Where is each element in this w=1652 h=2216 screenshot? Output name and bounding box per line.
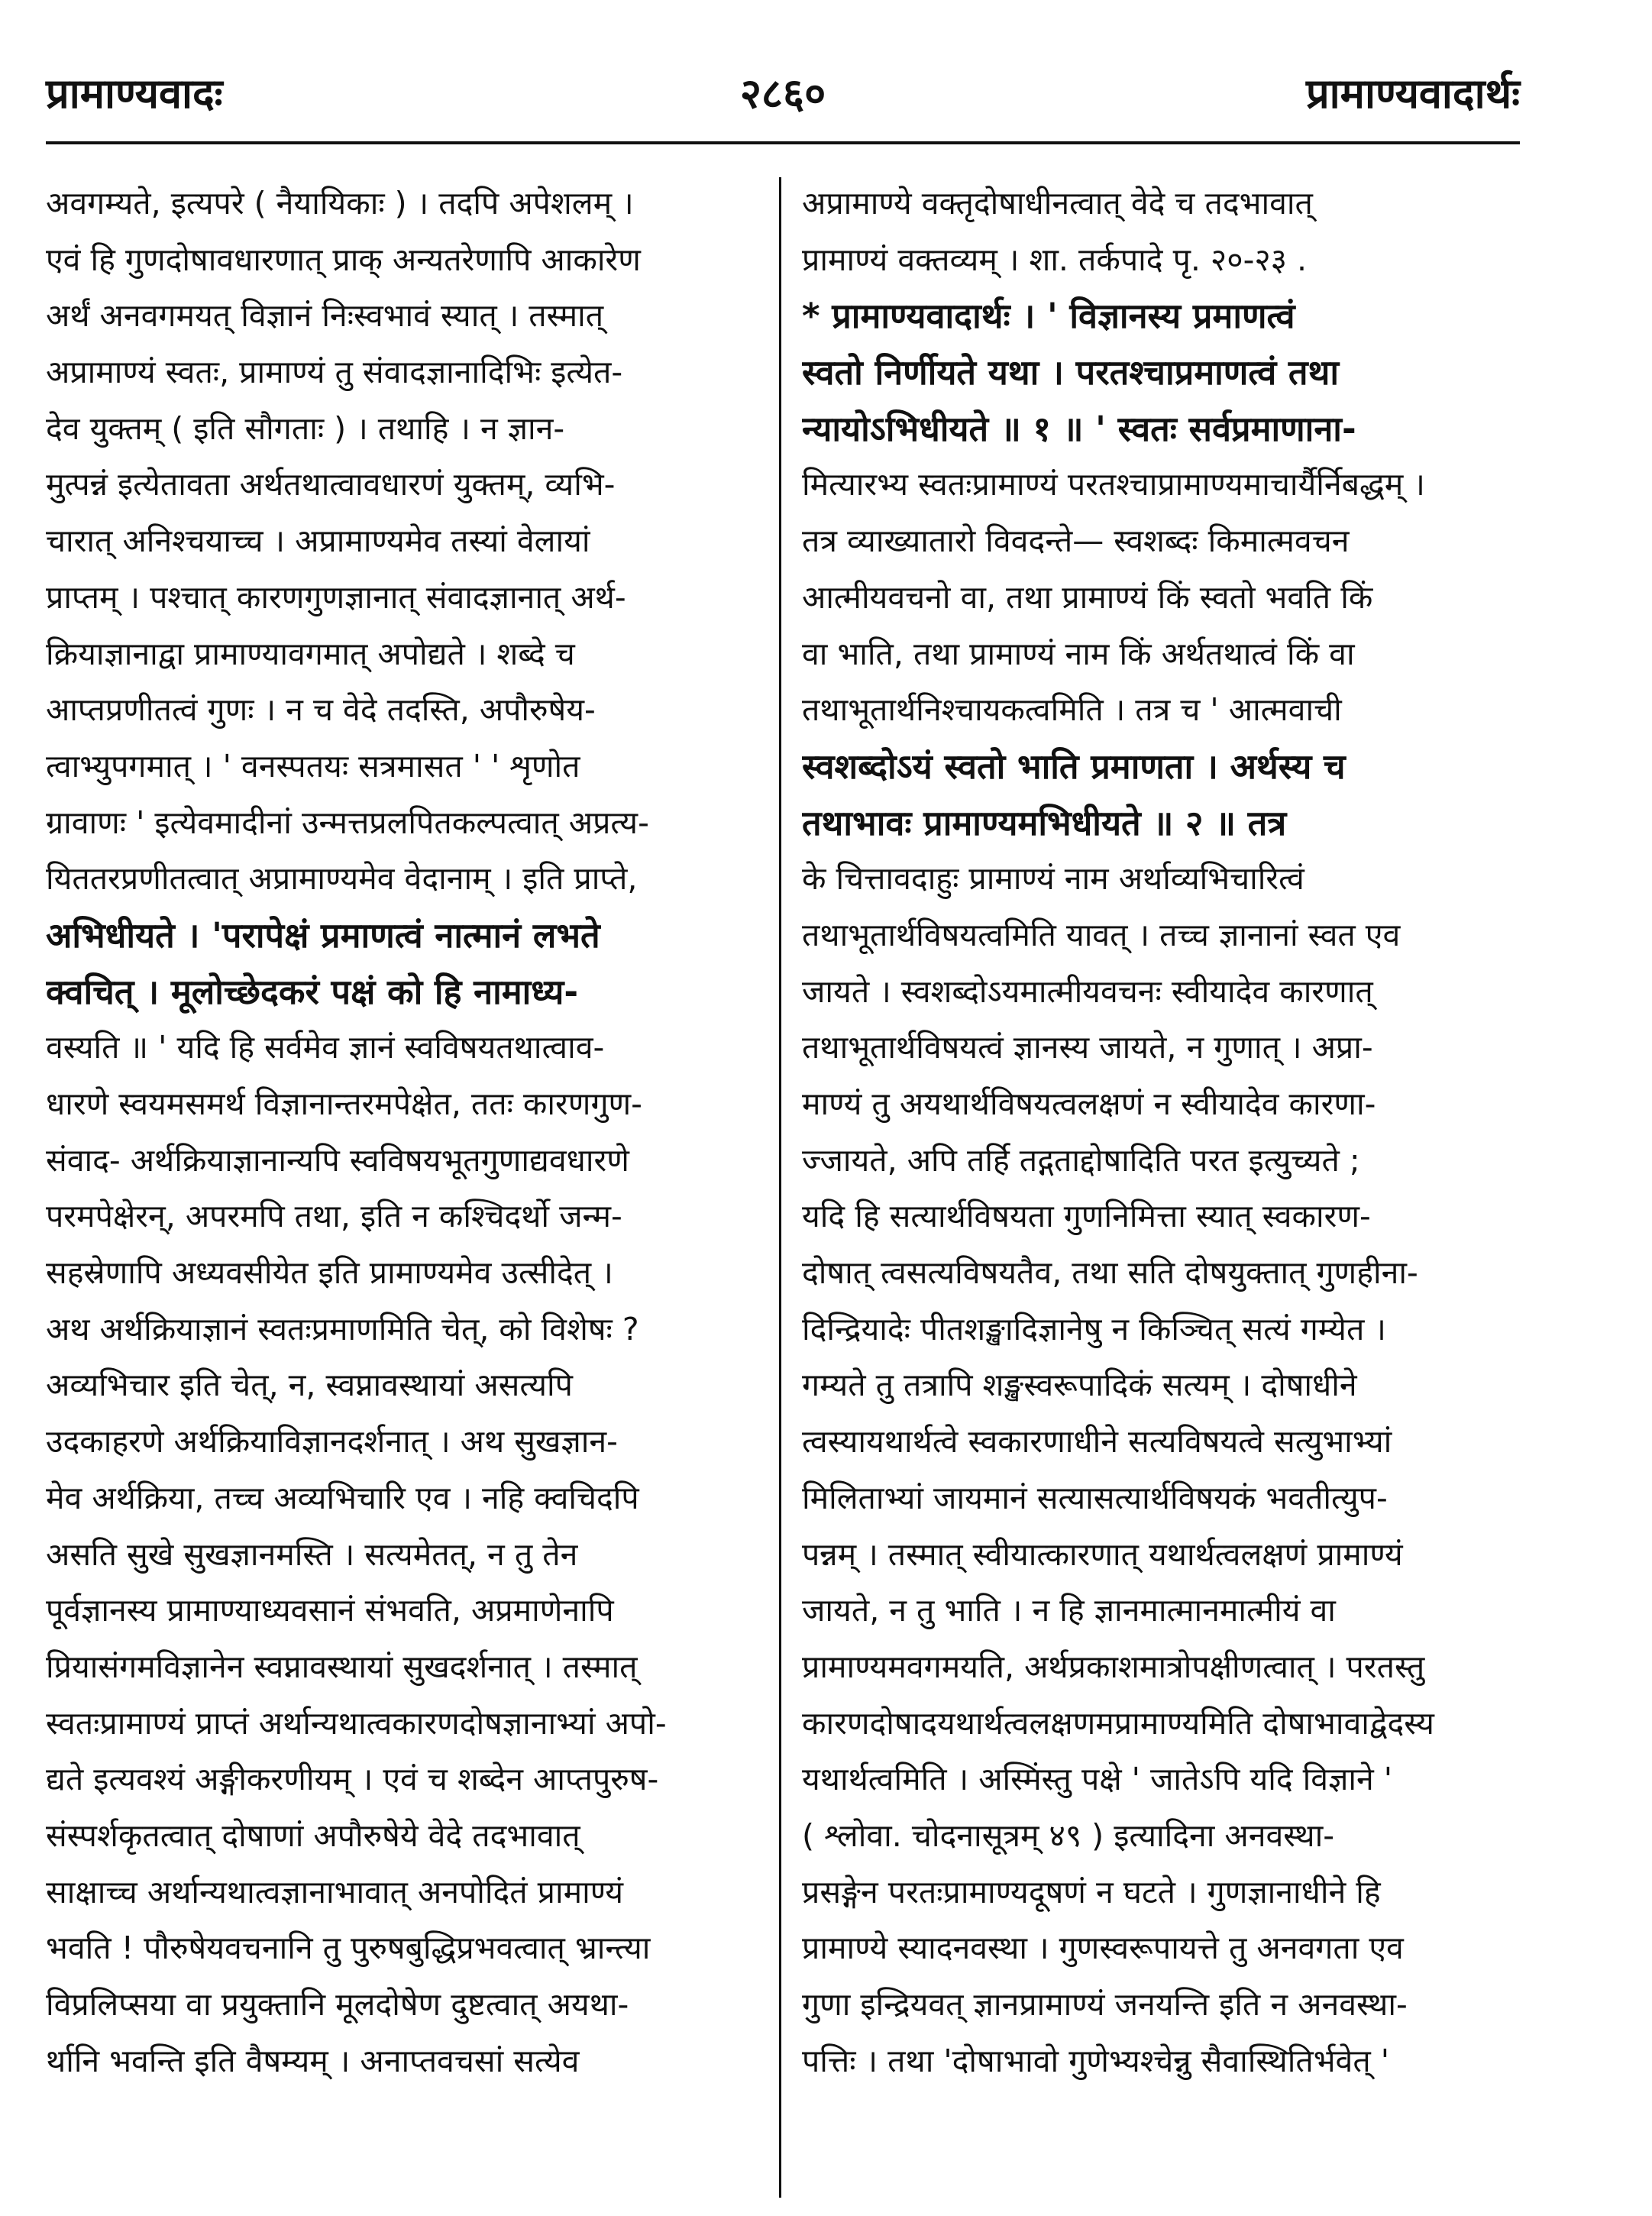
text-line: तथाभूतार्थविषयत्वमिति यावत् । तच्च ज्ञानानां स्वत एव	[802, 916, 1401, 953]
text-line: प्रसङ्गेन परतःप्रामाण्यदूषणं न घटते । गुणज्ञानाधीने हि	[802, 1873, 1381, 1910]
text-line: न्यायोऽभिधीयते ॥ १ ॥ ' स्वतः सर्वप्रमाणाना-	[802, 408, 1356, 449]
text-line: मुत्पन्नं इत्येतावता अर्थतथात्वावधारणं युक्तम्, व्यभि-	[46, 466, 616, 503]
text-line: अप्रामाण्यं स्वतः, प्रामाण्यं तु संवादज्ञानादिभिः इत्येत-	[46, 354, 623, 391]
text-line: ज्जायते, अपि तर्हि तद्गताद्दोषादिति परत इत्युच्यते ;	[802, 1141, 1360, 1179]
text-line: दोषात् त्वसत्यविषयतैव, तथा सति दोषयुक्तात् गुणहीना-	[802, 1254, 1418, 1292]
text-line: के चित्तावदाहुः प्रामाण्यं नाम अर्थाव्यभिचारित्वं	[802, 860, 1304, 898]
text-line: अथ अर्थक्रियाज्ञानं स्वतःप्रमाणमिति चेत्, को विशेषः ?	[46, 1310, 639, 1347]
text-line: क्वचित् । मूलोच्छेदकरं पक्षं को हि नामाध्य-	[46, 971, 579, 1012]
text-line: गुणा इन्द्रियवत् ज्ञानप्रामाण्यं जनयन्ति इति न अनवस्था-	[802, 1986, 1408, 2023]
text-line: जायते । स्वशब्दोऽयमात्मीयवचनः स्वीयादेव कारणात्	[802, 972, 1373, 1010]
text-line: पूर्वज्ञानस्य प्रामाण्याध्यवसानं संभवति, अप्रमाणेनापि	[46, 1592, 614, 1629]
text-line: मिलिताभ्यां जायमानं सत्यासत्यार्थविषयकं भवतीत्युप-	[802, 1479, 1388, 1516]
text-line: सहस्रेणापि अध्यवसीयेत इति प्रामाण्यमेव उत्सीदेत् ।	[46, 1254, 613, 1292]
text-line: मित्यारभ्य स्वतःप्रामाण्यं परतश्चाप्रामाण्यमाचार्यैर्निबद्धम् ।	[802, 466, 1425, 503]
text-line: क्रियाज्ञानाद्वा प्रामाण्यावगमात् अपोद्यते । शब्दे च	[46, 635, 575, 672]
header-left-title: प्रामाण्यवादः	[46, 70, 223, 118]
text-line: द्यते इत्यवश्यं अङ्गीकरणीयम् । एवं च शब्देन आप्तपुरुष-	[46, 1761, 659, 1798]
text-line: * प्रामाण्यवादार्थः । ' विज्ञानस्य प्रमाणत्वं	[802, 296, 1295, 337]
column-divider	[779, 177, 781, 2198]
text-line: भवति ! पौरुषेयवचनानि तु पुरुषबुद्धिप्रभवत्वात् भ्रान्त्या	[46, 1930, 651, 1967]
text-line: यिततरप्रणीतत्वात् अप्रामाण्यमेव वेदानाम् । इति प्राप्ते,	[46, 860, 638, 898]
text-line: प्रामाण्यमवगमयति, अर्थप्रकाशमात्रोपक्षीणत्वात् । परतस्तु	[802, 1648, 1425, 1685]
text-line: उदकाहरणे अर्थक्रियाविज्ञानदर्शनात् । अथ सुखज्ञान-	[46, 1423, 618, 1461]
text-line: अवगम्यते, इत्यपरे ( नैयायिकाः ) । तदपि अपेशलम् ।	[46, 185, 634, 222]
text-line: त्वस्यायथार्थत्वे स्वकारणाधीने सत्यविषयत्वे सत्युभाभ्यां	[802, 1423, 1392, 1461]
text-line: आत्मीयवचनो वा, तथा प्रामाण्यं किं स्वतो भवति किं	[802, 578, 1373, 616]
text-line: संस्पर्शकृतत्वात् दोषाणां अपौरुषेये वेदे तदभावात्	[46, 1816, 580, 1854]
text-line: तथाभावः प्रामाण्यमभिधीयते ॥ २ ॥ तत्र	[802, 802, 1287, 843]
text-line: त्वाभ्युपगमात् । ' वनस्पतयः सत्रमासत ' ' शृणोत	[46, 747, 580, 784]
text-line: मेव अर्थक्रिया, तच्च अव्यभिचारि एव । नहि क्वचिदपि	[46, 1479, 639, 1516]
text-line: यदि हि सत्यार्थविषयता गुणनिमित्ता स्यात् स्वकारण-	[802, 1198, 1371, 1235]
text-line: प्रियासंगमविज्ञानेन स्वप्नावस्थायां सुखदर्शनात् । तस्मात्	[46, 1648, 638, 1685]
text-line: दिन्द्रियादेः पीतशङ्खादिज्ञानेषु न किञ्चित् सत्यं गम्येत ।	[802, 1310, 1386, 1347]
text-line: अभिधीयते । 'परापेक्षं प्रमाणत्वं नात्मानं लभते	[46, 914, 600, 956]
text-line: स्वशब्दोऽयं स्वतो भाति प्रमाणता । अर्थस्य च	[802, 746, 1346, 787]
text-line: अप्रामाण्ये वक्तृदोषाधीनत्वात् वेदे च तदभावात्	[802, 185, 1313, 222]
text-line: वा भाति, तथा प्रामाण्यं नाम किं अर्थतथात्वं किं वा	[802, 635, 1355, 672]
text-line: जायते, न तु भाति । न हि ज्ञानमात्मानमात्मीयं वा	[802, 1592, 1336, 1629]
text-line: तथाभूतार्थनिश्चायकत्वमिति । तत्र च ' आत्मवाची	[802, 691, 1342, 729]
header-rule	[46, 141, 1520, 144]
text-line: धारणे स्वयमसमर्थ विज्ञानान्तरमपेक्षेत, ततः कारणगुण-	[46, 1085, 642, 1122]
text-line: प्रामाण्यं वक्तव्यम् । शा. तर्कपादे पृ. २०-२३ .	[802, 241, 1308, 278]
text-line: प्रामाण्ये स्यादनवस्था । गुणस्वरूपायत्ते तु अनवगता एव	[802, 1930, 1404, 1967]
text-line: चारात् अनिश्चयाच्च । अप्रामाण्यमेव तस्यां वेलायां	[46, 522, 590, 560]
page-number: २८६०	[739, 70, 826, 118]
left-column	[46, 176, 764, 2089]
text-line: एवं हि गुणदोषावधारणात् प्राक् अन्यतरेणापि आकारेण	[46, 241, 641, 278]
text-line: अव्यभिचार इति चेत्, न, स्वप्नावस्थायां असत्यपि	[46, 1367, 573, 1404]
text-line: अर्थं अनवगमयत् विज्ञानं निःस्वभावं स्यात् । तस्मात्	[46, 297, 604, 335]
running-header	[46, 60, 1520, 128]
text-line: आप्तप्रणीतत्वं गुणः । न च वेदे तदस्ति, अपौरुषेय-	[46, 691, 596, 729]
text-line: ग्रावाणः ' इत्येवमादीनां उन्मत्तप्रलपितकल्पत्वात् अप्रत्य-	[46, 804, 649, 841]
text-line: कारणदोषादयथार्थत्वलक्षणमप्रामाण्यमिति दोषाभावाद्वेदस्य	[802, 1704, 1434, 1742]
right-column	[802, 176, 1524, 2089]
text-line: प्राप्तम् । पश्चात् कारणगुणज्ञानात् संवादज्ञानात् अर्थ-	[46, 578, 626, 616]
text-line: वस्यति ॥ ' यदि हि सर्वमेव ज्ञानं स्वविषयतथात्वाव-	[46, 1029, 605, 1066]
text-line: यथार्थत्वमिति । अस्मिंस्तु पक्षे ' जातेऽपि यदि विज्ञाने '	[802, 1761, 1393, 1798]
text-line: स्वतःप्रामाण्यं प्राप्तं अर्थान्यथात्वकारणदोषज्ञानाभ्यां अपो-	[46, 1704, 667, 1742]
text-line: साक्षाच्च अर्थान्यथात्वज्ञानाभावात् अनपोदितं प्रामाण्यं	[46, 1873, 624, 1910]
text-line: तथाभूतार्थविषयत्वं ज्ञानस्य जायते, न गुणात् । अप्रा-	[802, 1029, 1373, 1066]
header-right-title: प्रामाण्यवादार्थः	[1305, 70, 1520, 118]
text-line: स्वतो निर्णीयते यथा । परतश्चाप्रमाणत्वं तथा	[802, 352, 1339, 393]
text-line: तत्र व्याख्यातारो विवदन्ते— स्वशब्दः किमात्मवचन	[802, 522, 1350, 560]
text-line: विप्रलिप्सया वा प्रयुक्तानि मूलदोषेण दुष्टत्वात् अयथा-	[46, 1986, 629, 2023]
text-line: पत्तिः । तथा 'दोषाभावो गुणेभ्यश्चेन्नु सैवास्थितिर्भवेत् '	[802, 2042, 1389, 2079]
text-line: ( श्लोवा. चोदनासूत्रम् ४९ ) इत्यादिना अनवस्था-	[802, 1816, 1335, 1854]
text-line: संवाद- अर्थक्रियाज्ञानान्यपि स्वविषयभूतगुणाद्यवधारणे	[46, 1141, 629, 1179]
text-line: देव युक्तम् ( इति सौगताः ) । तथाहि । न ज्ञान-	[46, 409, 565, 447]
text-line: माण्यं तु अयथार्थविषयत्वलक्षणं न स्वीयादेव कारणा-	[802, 1085, 1376, 1122]
text-line: परमपेक्षेरन्, अपरमपि तथा, इति न कश्चिदर्थो जन्म-	[46, 1198, 622, 1235]
text-line: र्थानि भवन्ति इति वैषम्यम् । अनाप्तवचसां सत्येव	[46, 2042, 580, 2079]
text-line: गम्यते तु तत्रापि शङ्खस्वरूपादिकं सत्यम् । दोषाधीने	[802, 1367, 1357, 1404]
text-line: पन्नम् । तस्मात् स्वीयात्कारणात् यथार्थत्वलक्षणं प्रामाण्यं	[802, 1535, 1403, 1573]
text-line: असति सुखे सुखज्ञानमस्ति । सत्यमेतत्, न तु तेन	[46, 1535, 578, 1573]
